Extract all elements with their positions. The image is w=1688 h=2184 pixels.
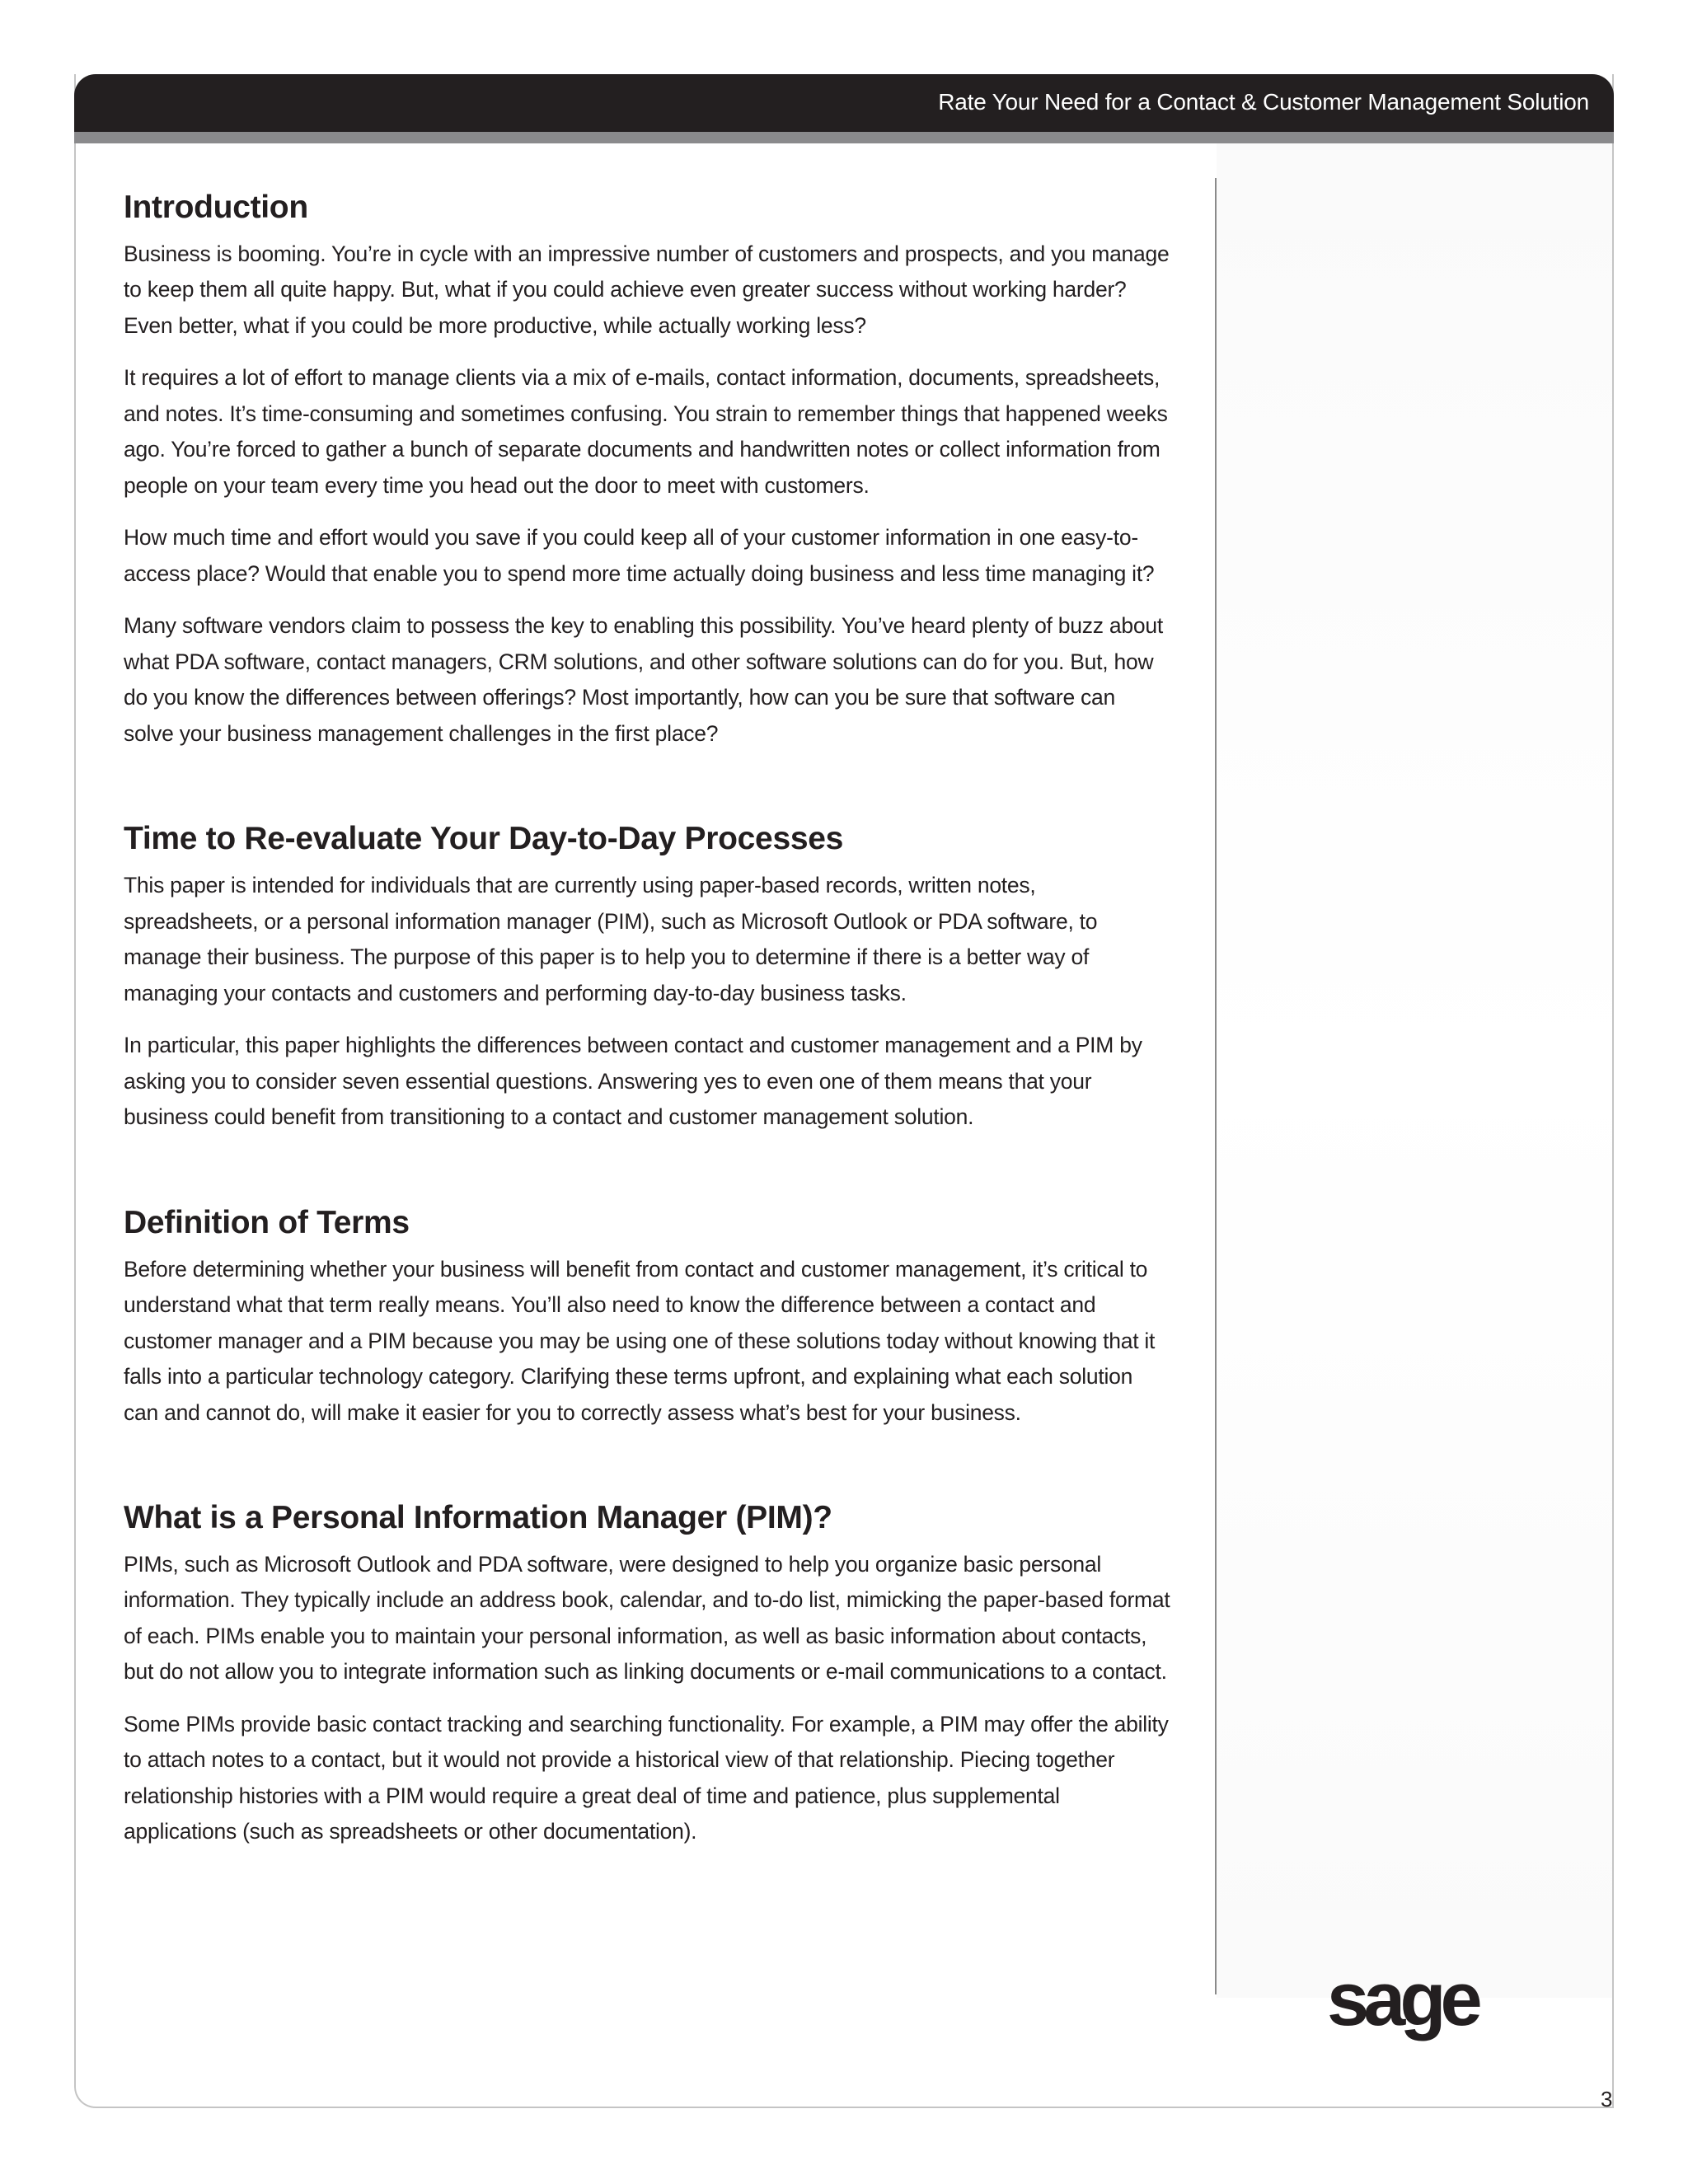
page-number: 3 (1601, 2087, 1613, 2111)
paragraph: Before determining whether your business will benefit from contact and customer management, it’s critical to understand what that term really means. You’ll also need to know the difference between a contact and customer manager and a PIM because you may be using one of these solutions today without knowing that it falls into a particular technology category. Clarifying these terms upfront, and explaining what each solution can and cannot do, will make it easier for you to correctly assess what’s best for your business. (124, 1256, 1156, 1425)
paragraph: In particular, this paper highlights the differences between contact and customer management and a PIM by asking you to consider seven essential questions. Answering yes to even one of them means that your business could benefit from transitioning to a contact and customer management solution. (124, 1033, 1142, 1130)
section-heading: Introduction (124, 190, 308, 225)
section-what-is-pim (124, 1500, 1170, 1850)
logo-wordmark: sage (1327, 1957, 1477, 2041)
header-stripe (74, 132, 1614, 143)
paragraph: It requires a lot of effort to manage clients via a mix of e-mails, contact information, documents, spreadsheets, and notes. It’s time-consuming and sometimes confusing. You strain to remember things that happened weeks ago. You’re forced to gather a bunch of separate documents and handwritten notes or collect information from people on your team every time you head out the door to meet with customers. (124, 365, 1168, 498)
paragraph: Some PIMs provide basic contact tracking and searching functionality. For example, a PIM may offer the ability to attach notes to a contact, but it would not provide a historical view of that relationship. Piecing together relationship histories with a PIM would require a great deal of time and patience, plus supplemental applications (such as spreadsheets or other documentation). (124, 1711, 1169, 1844)
paragraph: How much time and effort would you save if you could keep all of your customer information in one easy-to-access place? Would that enable you to spend more time actually doing business and less time managing it? (124, 525, 1155, 586)
column-divider (1215, 178, 1217, 1994)
paragraph: Business is booming. You’re in cycle with an impressive number of customers and prospects, and you manage to keep them all quite happy. But, what if you could achieve even greater success without working harder? Even better, what if you could be more productive, while actually working less? (124, 241, 1170, 338)
document-title: Rate Your Need for a Contact & Customer Management Solution (938, 89, 1589, 115)
section-heading: Time to Re-evaluate Your Day-to-Day Processes (124, 821, 844, 857)
main-content (124, 190, 1170, 1850)
paragraph: This paper is intended for individuals that are currently using paper-based records, written notes, spreadsheets, or a personal information manager (PIM), such as Microsoft Outlook or PDA software, to manage their business. The purpose of this paper is to help you to determine if there is a better way of managing your contacts and customers and performing day-to-day business tasks. (124, 873, 1098, 1005)
section-re-evaluate-processes (124, 821, 1170, 1135)
sage-logo (1327, 1957, 1492, 2044)
section-heading: What is a Personal Information Manager (PIM)? (124, 1500, 832, 1536)
section-introduction (124, 190, 1170, 752)
section-heading: Definition of Terms (124, 1204, 410, 1240)
paragraph: Many software vendors claim to possess the key to enabling this possibility. You’ve heard plenty of buzz about what PDA software, contact managers, CRM solutions, and other software solutions can do for you. But, how do you know the differences between offerings? Most importantly, how can you be sure that software can solve your business management challenges in the first place? (124, 613, 1163, 746)
page-header-bar (74, 74, 1614, 132)
paragraph: PIMs, such as Microsoft Outlook and PDA software, were designed to help you organize basic personal information. They typically include an address book, calendar, and to-do list, mimicking the paper-based format of each. PIMs enable you to maintain your personal information, as well as basic information about contacts, but do not allow you to integrate information such as linking documents or e-mail communications to a contact. (124, 1551, 1170, 1685)
section-definition-of-terms (124, 1205, 1170, 1431)
